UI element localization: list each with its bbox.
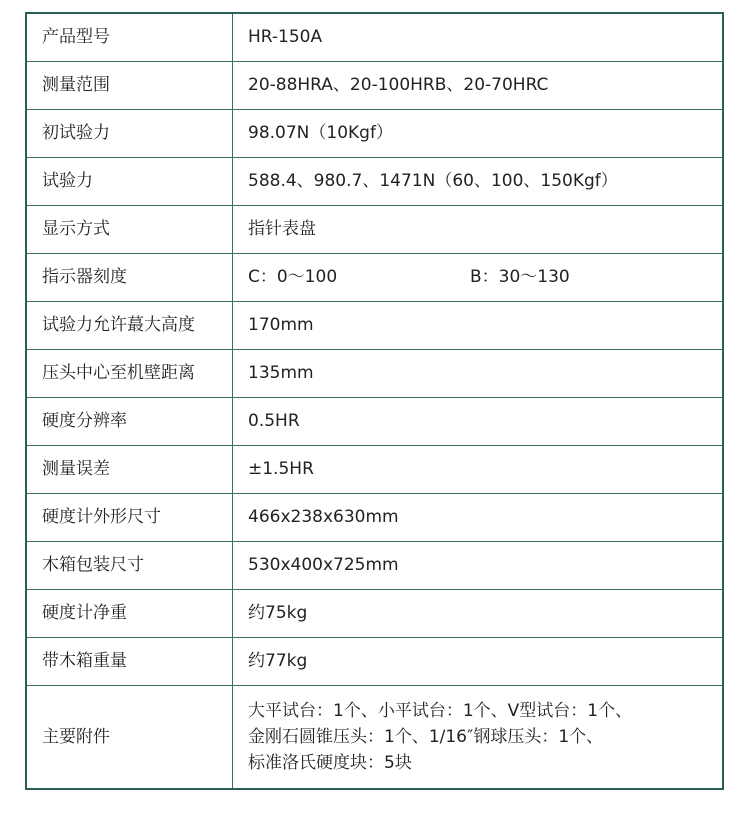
accessory-line: 标准洛氏硬度块：5块: [248, 752, 412, 773]
spec-value: 指针表盘: [233, 205, 724, 253]
spec-row-initial-force: [26, 109, 723, 157]
spec-row-dimensions: [26, 493, 723, 541]
spec-row-gross-weight: [26, 637, 723, 685]
spec-value: 0.5HR: [233, 397, 724, 445]
spec-label: 硬度分辨率: [26, 397, 233, 445]
spec-value: 约77kg: [233, 637, 724, 685]
spec-label: 压头中心至机壁距离: [26, 349, 233, 397]
spec-value: 466x238x630mm: [233, 493, 724, 541]
spec-row-scale: [26, 253, 723, 301]
spec-value: 135mm: [233, 349, 724, 397]
spec-row-accessories: [26, 685, 723, 789]
spec-row-max-height: [26, 301, 723, 349]
spec-value: ±1.5HR: [233, 445, 724, 493]
spec-label: 试验力允许蕞大高度: [26, 301, 233, 349]
spec-row-resolution: [26, 397, 723, 445]
spec-row-range: [26, 61, 723, 109]
spec-value-scale: [233, 253, 724, 301]
spec-row-package-size: [26, 541, 723, 589]
spec-label: 显示方式: [26, 205, 233, 253]
spec-row-error: [26, 445, 723, 493]
spec-label: 带木箱重量: [26, 637, 233, 685]
spec-value: 530x400x725mm: [233, 541, 724, 589]
spec-table: [25, 12, 724, 790]
scale-c-value: C：0～100: [248, 267, 338, 287]
spec-value: 约75kg: [233, 589, 724, 637]
spec-row-throat-depth: [26, 349, 723, 397]
spec-value: 20-88HRA、20-100HRB、20-70HRC: [233, 61, 724, 109]
spec-value: 98.07N（10Kgf）: [233, 109, 724, 157]
spec-label: 测量范围: [26, 61, 233, 109]
spec-label: 硬度计净重: [26, 589, 233, 637]
spec-label: 木箱包装尺寸: [26, 541, 233, 589]
spec-label: 硬度计外形尺寸: [26, 493, 233, 541]
scale-b-value: B：30～130: [470, 267, 570, 287]
spec-value: 170mm: [233, 301, 724, 349]
accessory-line: 金刚石圆锥压头：1个、1/16″钢球压头：1个、: [248, 726, 604, 747]
spec-row-test-force: [26, 157, 723, 205]
accessory-line: 大平试台：1个、小平试台：1个、V型试台：1个、: [248, 700, 633, 721]
spec-row-model: [26, 13, 723, 61]
spec-value: HR-150A: [233, 13, 724, 61]
spec-value-accessories: [233, 685, 724, 789]
spec-label: 初试验力: [26, 109, 233, 157]
spec-label: 测量误差: [26, 445, 233, 493]
spec-label: 试验力: [26, 157, 233, 205]
spec-label: 主要附件: [26, 685, 233, 789]
spec-value: 588.4、980.7、1471N（60、100、150Kgf）: [233, 157, 724, 205]
spec-label: 产品型号: [26, 13, 233, 61]
spec-row-net-weight: [26, 589, 723, 637]
spec-row-display: [26, 205, 723, 253]
spec-label: 指示器刻度: [26, 253, 233, 301]
